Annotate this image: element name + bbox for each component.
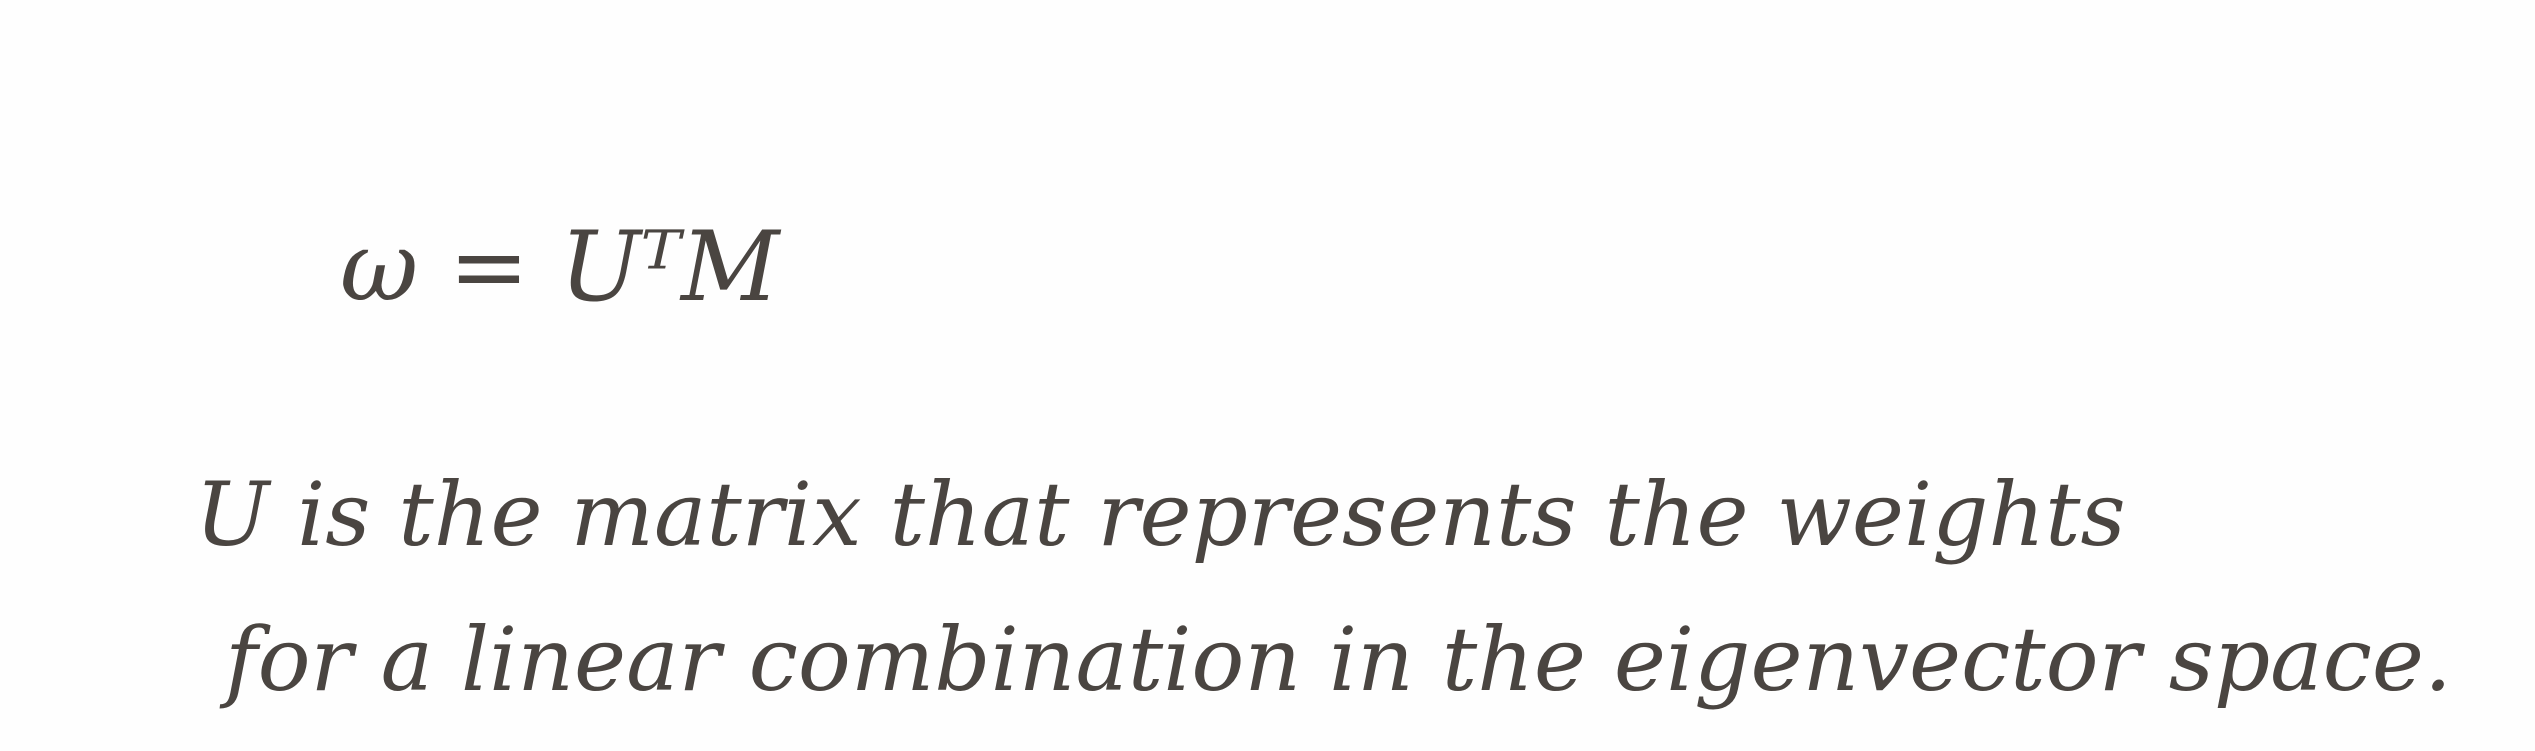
explanation-line-1: U is the matrix that represents the weights [195,463,2126,566]
equation-line: ω = UᵀM [340,211,780,323]
explanation-line-2: for a linear combination in the eigenvector space. [225,608,2452,711]
